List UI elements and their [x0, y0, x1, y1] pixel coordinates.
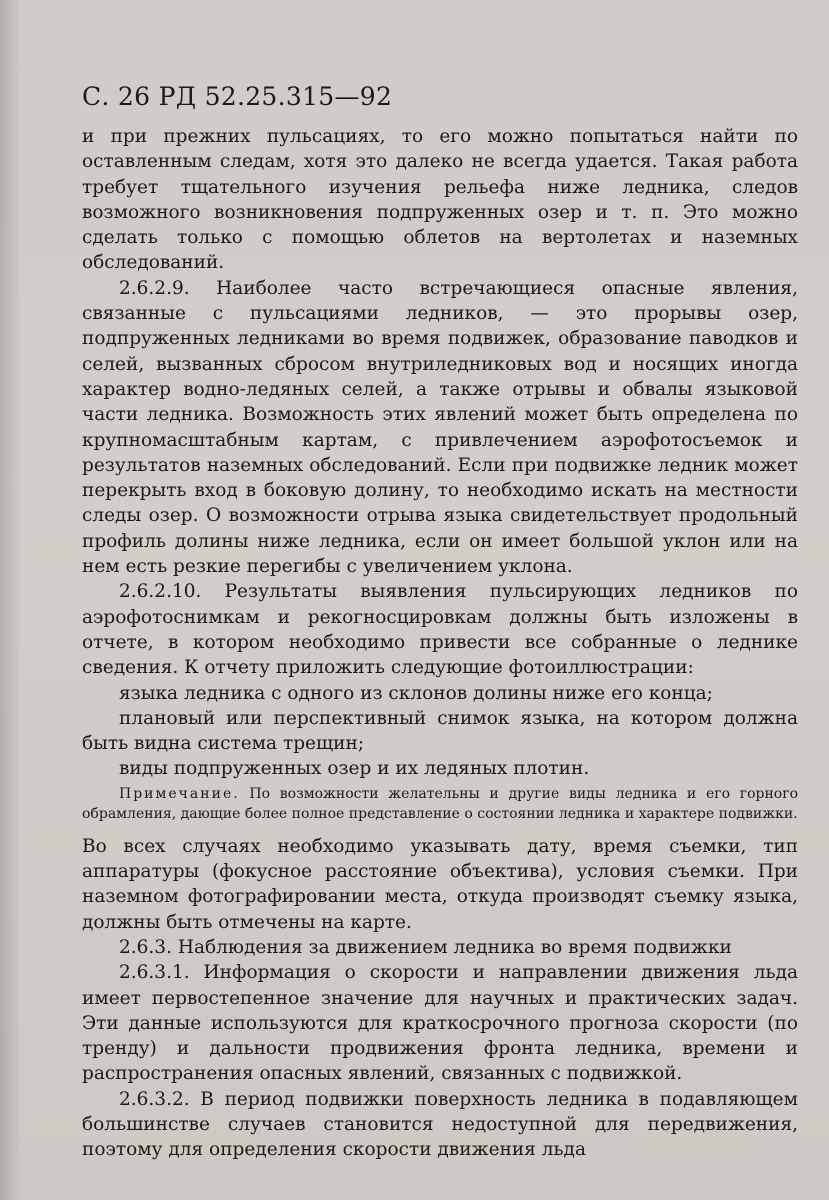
note-text: По возможности желательны и другие виды ледника и его горного обрамления, дающие более полное представление о состоянии ледника и характере подвижки. — [82, 785, 798, 822]
paragraph-2-6-2-9: 2.6.2.9. Наиболее часто встречающиеся опасные явления, связанные с пульсациями ледников, — это прорывы озер, подпруженных ледниками во время подвижек, образование паводков и селей, вызванных сбросом внутриледниковых вод и носящих иногда характер водно-ледяных селей, а также отрывы и обвалы языковой части ледника. Возможность этих явлений может быть определена по крупномасштабным картам, с привлечением аэрофотосъемок и результатов наземных обследований. Если при подвижке ледник может перекрыть вход в боковую долину, то необходимо искать на местности следы озер. О возможности отрыва языка свидетельствует продольный профиль долины ниже ледника, если он имеет большой уклон или на нем есть резкие перегибы с увеличением уклона. — [82, 277, 798, 578]
paragraph-2-6-3-1: 2.6.3.1. Информация о скорости и направлении движения льда имеет первостепенное значение для научных и практических задач. Эти данные используются для краткосрочного прогноза скорости (по тренду) и дальности продвижения фронта ледника, времени и распространения опасных явлений, связанных с подвижкой. — [82, 962, 798, 1085]
paragraph-2-6-2-10: 2.6.2.10. Результаты выявления пульсирующих ледников по аэрофотоснимкам и рекогносцировкам должны быть изложены в отчете, в котором необходимо привести все собранные о леднике сведения. К отчету приложить следующие фотоиллюстрации: — [82, 581, 798, 679]
page-edge-shadow — [0, 0, 22, 1200]
paragraph-continuation: и при прежних пульсациях, то его можно попытаться найти по оставленным следам, хотя это далеко не всегда удается. Такая работа требует тщательного изучения рельефа ниже ледника, следов возможного возникновения подпруженных озер и т. п. Это можно сделать только с помощью облетов на вертолетах и наземных обследований. — [82, 126, 798, 274]
paragraph-2-6-3-2: 2.6.3.2. В период подвижки поверхность ледника в подавляющем большинстве случаев становится недоступной для передвижения, поэтому для определения скорости движения льда — [82, 1088, 798, 1161]
page-body — [82, 124, 798, 1163]
list-item-photo-2: плановый или перспективный снимок языка, на котором должна быть видна система трещин; — [82, 707, 798, 755]
list-item-photo-1: языка ледника с одного из склонов долины ниже его конца; — [119, 682, 713, 704]
note-label: Примечание. — [119, 785, 240, 802]
note — [82, 784, 798, 824]
section-heading-2-6-3: 2.6.3. Наблюдения за движением ледника во время подвижки — [119, 936, 732, 958]
paragraph-photo-requirements: Во всех случаях необходимо указывать дату, время съемки, тип аппаратуры (фокусное расстояние объектива), условия съемки. При наземном фотографировании места, откуда производят съемку языка, должны быть отмечены на карте. — [82, 835, 798, 933]
list-item-photo-3: виды подпруженных озер и их ледяных плотин. — [119, 758, 590, 780]
page-header: С. 26 РД 52.25.315—92 — [82, 82, 393, 111]
